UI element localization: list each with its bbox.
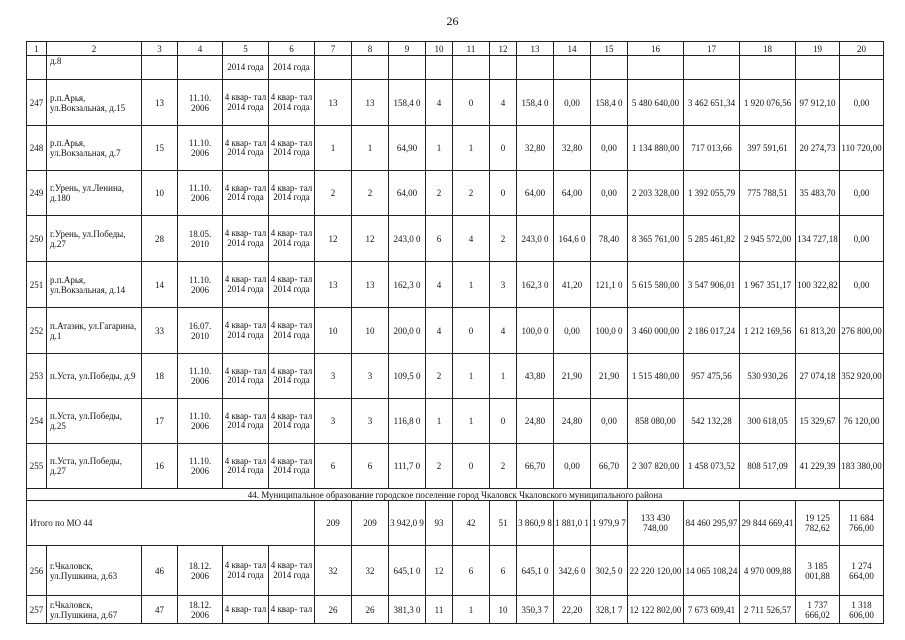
table-cell: 18.12. 2006	[178, 546, 223, 596]
table-cell: 542 132,28	[684, 399, 740, 444]
table-cell: 20 274,73	[796, 126, 840, 171]
table-cell: 2 203 328,00	[628, 171, 684, 216]
row-number-cell: 257	[27, 596, 47, 624]
table-cell: 276 800,00	[840, 308, 884, 354]
table-cell	[740, 56, 796, 80]
row-number-cell: 248	[27, 126, 47, 171]
table-cell: 66,70	[517, 444, 554, 489]
quarter-cell: 4 квар- тал 2014 года	[223, 216, 269, 262]
quarter-cell: 4 квар- тал 2014 года	[223, 80, 269, 126]
table-cell: 64,90	[389, 126, 426, 171]
total-cell: 84 460 295,97	[684, 501, 740, 546]
table-cell: 162,3 0	[389, 262, 426, 308]
quarter-cell: 4 квар- тал 2014 года	[223, 126, 269, 171]
header-cell: 7	[315, 42, 352, 56]
table-cell: 530 930,26	[740, 354, 796, 399]
table-cell: 775 788,51	[740, 171, 796, 216]
table-cell: 2 711 526,57	[740, 596, 796, 624]
table-cell: 1	[453, 596, 490, 624]
table-cell: 12	[315, 216, 352, 262]
total-cell: 42	[453, 501, 490, 546]
table-cell: 4	[426, 262, 453, 308]
address-cell: р.п.Арья, ул.Вокзальная, д.14	[47, 262, 142, 308]
address-cell: р.п.Арья, ул.Вокзальная, д.7	[47, 126, 142, 171]
quarter-cell: 4 квар- тал 2014 года	[223, 171, 269, 216]
table-cell: 0,00	[591, 126, 628, 171]
table-cell: 2	[315, 171, 352, 216]
table-cell: 1 737 666,02	[796, 596, 840, 624]
header-cell: 11	[453, 42, 490, 56]
quarter-cell: 4 квар- тал 2014 года	[223, 262, 269, 308]
table-cell: 0,00	[840, 216, 884, 262]
address-cell: г.Урень, ул.Ленина, д.180	[47, 171, 142, 216]
header-cell: 15	[591, 42, 628, 56]
table-cell: 2	[426, 444, 453, 489]
table-cell: 6	[315, 444, 352, 489]
table-cell: 109,5 0	[389, 354, 426, 399]
table-cell: 183 380,00	[840, 444, 884, 489]
header-cell: 12	[490, 42, 517, 56]
header-cell: 6	[269, 42, 315, 56]
quarter-cell: 4 квар- тал 2014 года	[223, 444, 269, 489]
table-cell: 11.10. 2006	[178, 126, 223, 171]
table-cell: 16	[142, 444, 178, 489]
total-cell: 1 979,9 7	[591, 501, 628, 546]
continuation-row	[27, 56, 884, 80]
address-cell: п.Атазик, ул.Гагарина, д.1	[47, 308, 142, 354]
table-cell: 1	[453, 126, 490, 171]
table-cell: 4 970 009,88	[740, 546, 796, 596]
table-cell: 12	[352, 216, 389, 262]
table-row	[27, 546, 884, 596]
table-cell: 11	[426, 596, 453, 624]
table-cell: 2 307 820,00	[628, 444, 684, 489]
table-cell: 1	[453, 354, 490, 399]
table-cell	[389, 56, 426, 80]
total-cell: 1 881,0 1	[554, 501, 591, 546]
table-cell: 3	[315, 399, 352, 444]
table-cell: 11.10. 2006	[178, 80, 223, 126]
address-cell: г.Чкаловск, ул.Пушкина, д.63	[47, 546, 142, 596]
table-cell: 0,00	[554, 308, 591, 354]
table-cell: 26	[315, 596, 352, 624]
table-cell: 121,1 0	[591, 262, 628, 308]
table-cell: 164,6 0	[554, 216, 591, 262]
quarter-cell: 4 квар- тал 2014 года	[269, 546, 315, 596]
total-cell: 29 844 669,41	[740, 501, 796, 546]
table-cell: 0,00	[840, 80, 884, 126]
table-cell: 15	[142, 126, 178, 171]
table-cell: 2	[453, 171, 490, 216]
table-cell: 6	[426, 216, 453, 262]
table-cell: 1 274 664,00	[840, 546, 884, 596]
table-cell: 13	[142, 80, 178, 126]
table-cell: 1 134 880,00	[628, 126, 684, 171]
table-cell: 0,00	[591, 171, 628, 216]
table-cell: 22 220 120,00	[628, 546, 684, 596]
total-cell: 209	[352, 501, 389, 546]
table-cell: 0,00	[591, 399, 628, 444]
table-cell: 328,1 7	[591, 596, 628, 624]
row-number-cell: 253	[27, 354, 47, 399]
table-cell: 4	[490, 308, 517, 354]
quarter-cell: 4 квар- тал 2014 года	[269, 262, 315, 308]
table-cell: 33	[142, 308, 178, 354]
table-cell: 10	[315, 308, 352, 354]
table-cell: 4	[426, 308, 453, 354]
table-cell: 0,00	[840, 171, 884, 216]
table-cell: 100,0 0	[591, 308, 628, 354]
table-cell: 717 013,66	[684, 126, 740, 171]
header-cell: 20	[840, 42, 884, 56]
row-number-cell: 256	[27, 546, 47, 596]
table-cell: 27 074,18	[796, 354, 840, 399]
table-cell: 10	[142, 171, 178, 216]
header-cell: 19	[796, 42, 840, 56]
table-cell: 26	[352, 596, 389, 624]
table-cell: 110 720,00	[840, 126, 884, 171]
table-cell: 21,90	[591, 354, 628, 399]
quarter-cell: 2014 года	[269, 56, 315, 80]
table-cell: 43,80	[517, 354, 554, 399]
table-row	[27, 126, 884, 171]
table-cell: 0,00	[840, 262, 884, 308]
table-cell: 381,3 0	[389, 596, 426, 624]
table-cell: 111,7 0	[389, 444, 426, 489]
table-row	[27, 171, 884, 216]
table-cell: 66,70	[591, 444, 628, 489]
housing-program-table	[26, 41, 884, 624]
table-cell: 2 945 572,00	[740, 216, 796, 262]
table-cell: 76 120,00	[840, 399, 884, 444]
table-cell: 64,00	[517, 171, 554, 216]
table-cell: 8 365 761,00	[628, 216, 684, 262]
table-cell: 14 065 108,24	[684, 546, 740, 596]
address-cell: д.8	[47, 56, 142, 80]
quarter-cell: 4 квар- тал 2014 года	[269, 171, 315, 216]
header-cell: 8	[352, 42, 389, 56]
table-cell: 1 515 480,00	[628, 354, 684, 399]
address-cell: р.п.Арья, ул.Вокзальная, д.15	[47, 80, 142, 126]
table-cell: 4	[490, 80, 517, 126]
header-cell: 10	[426, 42, 453, 56]
table-cell: 17	[142, 399, 178, 444]
table-cell: 16.07. 2010	[178, 308, 223, 354]
table-cell: 302,5 0	[591, 546, 628, 596]
table-cell: 1 920 076,56	[740, 80, 796, 126]
table-cell: 1	[315, 126, 352, 171]
table-cell: 0,00	[554, 80, 591, 126]
table-cell: 350,3 7	[517, 596, 554, 624]
table-cell: 1	[352, 126, 389, 171]
table-cell: 3	[490, 262, 517, 308]
row-number-cell: 252	[27, 308, 47, 354]
table-cell: 158,4 0	[517, 80, 554, 126]
section-title-row	[27, 489, 884, 501]
table-cell	[352, 56, 389, 80]
table-cell: 2	[352, 171, 389, 216]
table-cell: 243,0 0	[517, 216, 554, 262]
total-cell: 51	[490, 501, 517, 546]
table-cell	[178, 56, 223, 80]
table-cell: 18.12. 2006	[178, 596, 223, 624]
row-number-cell: 250	[27, 216, 47, 262]
header-cell: 9	[389, 42, 426, 56]
total-cell: 209	[315, 501, 352, 546]
table-cell: 14	[142, 262, 178, 308]
header-cell: 16	[628, 42, 684, 56]
table-cell: 5 480 640,00	[628, 80, 684, 126]
table-cell: 1	[453, 399, 490, 444]
table-cell: 6	[352, 444, 389, 489]
table-cell: 342,6 0	[554, 546, 591, 596]
table-cell: 1	[426, 126, 453, 171]
header-cell: 14	[554, 42, 591, 56]
table-cell: 1 212 169,56	[740, 308, 796, 354]
table-cell: 32,80	[554, 126, 591, 171]
table-row	[27, 399, 884, 444]
table-cell: 200,0 0	[389, 308, 426, 354]
header-cell: 18	[740, 42, 796, 56]
quarter-cell: 4 квар- тал 2014 года	[269, 308, 315, 354]
table-cell	[684, 56, 740, 80]
section-title: 44. Муниципальное образование городское поселение город Чкаловск Чкаловского муниципального района	[27, 489, 884, 501]
header-cell: 3	[142, 42, 178, 56]
header-cell: 5	[223, 42, 269, 56]
table-cell	[490, 56, 517, 80]
table-cell: 28	[142, 216, 178, 262]
address-cell: п.Уста, ул.Победы, д.25	[47, 399, 142, 444]
table-cell: 64,00	[554, 171, 591, 216]
table-cell: 18.05. 2010	[178, 216, 223, 262]
table-cell: 61 813,20	[796, 308, 840, 354]
table-cell: 6	[453, 546, 490, 596]
table-cell: 32	[352, 546, 389, 596]
quarter-cell: 4 квар- тал 2014 года	[269, 80, 315, 126]
page-number: 26	[446, 14, 459, 28]
table-cell: 12 122 802,00	[628, 596, 684, 624]
table-cell: 0	[453, 444, 490, 489]
table-cell: 100 322,82	[796, 262, 840, 308]
table-cell: 13	[315, 80, 352, 126]
table-cell: 2	[426, 354, 453, 399]
table-cell: 18	[142, 354, 178, 399]
table-cell: 116,8 0	[389, 399, 426, 444]
housing-program-table-sheet	[26, 41, 884, 624]
table-row	[27, 262, 884, 308]
column-number-row	[27, 42, 884, 56]
table-cell: 0	[490, 171, 517, 216]
table-cell: 300 618,05	[740, 399, 796, 444]
table-cell	[27, 56, 47, 80]
table-cell: 12	[426, 546, 453, 596]
table-cell: 10	[490, 596, 517, 624]
table-cell: 5 615 580,00	[628, 262, 684, 308]
total-cell: 11 684 766,00	[840, 501, 884, 546]
table-cell: 3	[315, 354, 352, 399]
table-cell: 15 329,67	[796, 399, 840, 444]
table-cell: 78,40	[591, 216, 628, 262]
table-cell: 7 673 609,41	[684, 596, 740, 624]
table-cell: 13	[352, 262, 389, 308]
table-cell: 24,80	[517, 399, 554, 444]
table-cell	[453, 56, 490, 80]
table-cell: 2	[490, 216, 517, 262]
table-cell: 3 460 000,00	[628, 308, 684, 354]
table-cell: 4	[453, 216, 490, 262]
table-cell: 645,1 0	[517, 546, 554, 596]
table-cell: 32	[315, 546, 352, 596]
table-cell	[142, 56, 178, 80]
table-cell: 1	[426, 399, 453, 444]
row-number-cell: 251	[27, 262, 47, 308]
table-cell: 35 483,70	[796, 171, 840, 216]
table-cell: 47	[142, 596, 178, 624]
table-cell: 645,1 0	[389, 546, 426, 596]
table-cell: 3 547 906,01	[684, 262, 740, 308]
table-cell: 41 229,39	[796, 444, 840, 489]
table-cell: 1	[453, 262, 490, 308]
table-cell: 1 318 606,00	[840, 596, 884, 624]
quarter-cell: 4 квар- тал 2014 года	[223, 308, 269, 354]
table-cell: 41,20	[554, 262, 591, 308]
table-cell	[591, 56, 628, 80]
table-cell: 24,80	[554, 399, 591, 444]
table-row	[27, 596, 884, 624]
address-cell: п.Уста, ул.Победы, д.9	[47, 354, 142, 399]
table-cell: 1	[490, 354, 517, 399]
table-cell: 2	[490, 444, 517, 489]
table-cell: 134 727,18	[796, 216, 840, 262]
table-cell: 11.10. 2006	[178, 262, 223, 308]
table-cell: 858 080,00	[628, 399, 684, 444]
quarter-cell: 4 квар- тал 2014 года	[223, 354, 269, 399]
quarter-cell: 4 квар- тал 2014 года	[269, 216, 315, 262]
table-cell: 243,0 0	[389, 216, 426, 262]
table-cell: 0	[453, 80, 490, 126]
total-cell: 93	[426, 501, 453, 546]
table-cell: 352 920,00	[840, 354, 884, 399]
header-cell: 2	[47, 42, 142, 56]
rows-group-a	[27, 80, 884, 489]
table-cell: 0	[490, 399, 517, 444]
total-row	[27, 501, 884, 546]
quarter-cell: 4 квар- тал	[223, 596, 269, 624]
table-cell: 1 392 055,79	[684, 171, 740, 216]
table-row	[27, 216, 884, 262]
table-cell: 957 475,56	[684, 354, 740, 399]
table-cell: 162,3 0	[517, 262, 554, 308]
quarter-cell: 4 квар- тал 2014 года	[223, 546, 269, 596]
quarter-cell: 2014 года	[223, 56, 269, 80]
total-cell: 3 860,9 8	[517, 501, 554, 546]
row-number-cell: 254	[27, 399, 47, 444]
table-cell: 4	[426, 80, 453, 126]
row-number-cell: 255	[27, 444, 47, 489]
table-cell: 100,0 0	[517, 308, 554, 354]
table-cell: 6	[490, 546, 517, 596]
table-cell: 11.10. 2006	[178, 399, 223, 444]
table-cell: 3	[352, 399, 389, 444]
table-cell: 0,00	[554, 444, 591, 489]
table-cell: 3	[352, 354, 389, 399]
total-cell: 19 125 782,62	[796, 501, 840, 546]
table-cell: 158,4 0	[591, 80, 628, 126]
table-cell	[517, 56, 554, 80]
table-cell: 1 458 073,52	[684, 444, 740, 489]
address-cell: г.Чкаловск, ул.Пушкина, д.67	[47, 596, 142, 624]
rows-group-b	[27, 546, 884, 624]
table-cell: 2 186 017,24	[684, 308, 740, 354]
quarter-cell: 4 квар- тал 2014 года	[269, 399, 315, 444]
table-cell: 13	[352, 80, 389, 126]
table-cell: 64,00	[389, 171, 426, 216]
table-cell	[315, 56, 352, 80]
table-cell: 5 285 461,82	[684, 216, 740, 262]
table-cell	[628, 56, 684, 80]
table-cell: 22,20	[554, 596, 591, 624]
table-cell: 21,90	[554, 354, 591, 399]
table-row	[27, 354, 884, 399]
row-number-cell: 249	[27, 171, 47, 216]
address-cell: г.Урень, ул.Победы, д.27	[47, 216, 142, 262]
total-cell: 133 430 748,00	[628, 501, 684, 546]
table-cell	[426, 56, 453, 80]
row-number-cell: 247	[27, 80, 47, 126]
table-cell: 11.10. 2006	[178, 444, 223, 489]
table-cell	[554, 56, 591, 80]
table-row	[27, 308, 884, 354]
table-cell: 2	[426, 171, 453, 216]
table-row	[27, 80, 884, 126]
table-cell: 13	[315, 262, 352, 308]
header-cell: 4	[178, 42, 223, 56]
quarter-cell: 4 квар- тал	[269, 596, 315, 624]
table-cell: 32,80	[517, 126, 554, 171]
table-cell: 1 967 351,17	[740, 262, 796, 308]
table-cell	[796, 56, 840, 80]
total-cell: 3 942,0 9	[389, 501, 426, 546]
table-cell: 808 517,09	[740, 444, 796, 489]
quarter-cell: 4 квар- тал 2014 года	[269, 444, 315, 489]
table-cell: 158,4 0	[389, 80, 426, 126]
quarter-cell: 4 квар- тал 2014 года	[269, 354, 315, 399]
header-cell: 17	[684, 42, 740, 56]
table-cell: 0	[490, 126, 517, 171]
table-cell: 0	[453, 308, 490, 354]
table-cell: 11.10. 2006	[178, 354, 223, 399]
header-cell: 13	[517, 42, 554, 56]
table-cell: 3 462 651,34	[684, 80, 740, 126]
header-cell: 1	[27, 42, 47, 56]
table-row	[27, 444, 884, 489]
table-cell: 11.10. 2006	[178, 171, 223, 216]
table-cell: 397 591,61	[740, 126, 796, 171]
quarter-cell: 4 квар- тал 2014 года	[223, 399, 269, 444]
table-cell	[840, 56, 884, 80]
table-cell: 97 912,10	[796, 80, 840, 126]
table-cell: 46	[142, 546, 178, 596]
table-cell: 10	[352, 308, 389, 354]
address-cell: п.Уста, ул.Победы, д.27	[47, 444, 142, 489]
table-cell: 3 185 001,88	[796, 546, 840, 596]
total-label: Итого по МО 44	[27, 501, 315, 546]
quarter-cell: 4 квар- тал 2014 года	[269, 126, 315, 171]
